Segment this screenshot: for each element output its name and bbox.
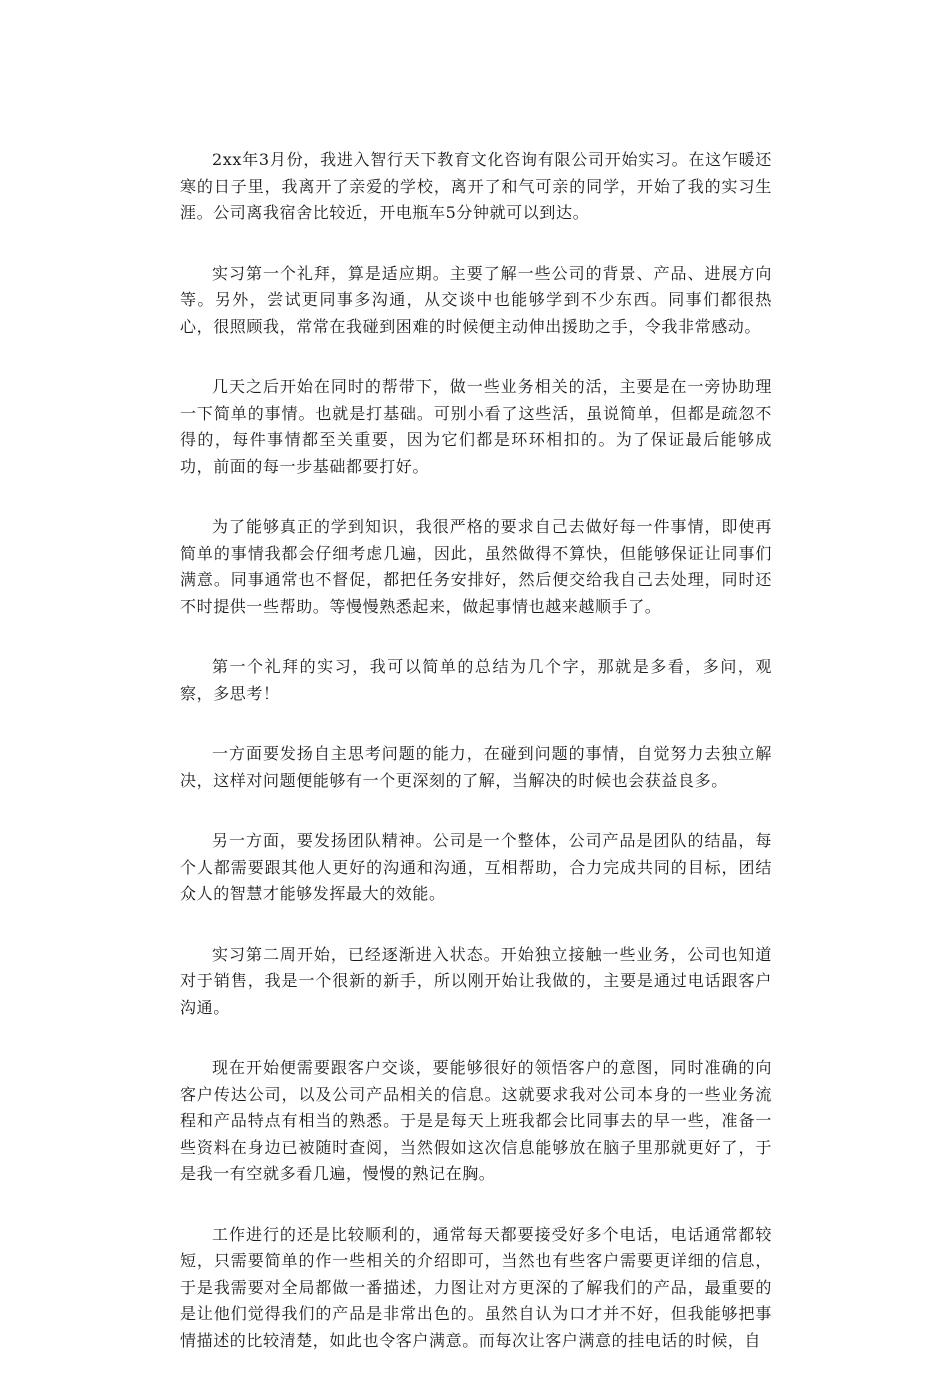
- paragraph-8: 实习第二周开始，已经逐渐进入状态。开始独立接触一些业务，公司也知道对于销售，我是一个很新的新手，所以刚开始让我做的，主要是通过电话跟客户沟通。: [180, 944, 772, 1017]
- paragraph-4: 为了能够真正的学到知识，我很严格的要求自己去做好每一件事情，即使再简单的事情我都会仔细考虑几遍，因此，虽然做得不算快，但能够保证让同事们满意。同事通常也不督促，都把任务安排好，然后便交给我自己去处理，同时还不时提供一些帮助。等慢慢熟悉起来，做起事情也越来越顺手了。: [180, 517, 772, 616]
- paragraph-7: 另一方面，要发扬团队精神。公司是一个整体，公司产品是团队的结晶，每个人都需要跟其他人更好的沟通和沟通，互相帮助，合力完成共同的目标，团结众人的智慧才能够发挥最大的效能。: [180, 831, 772, 903]
- paragraph-3: 几天之后开始在同时的帮带下，做一些业务相关的活，主要是在一旁协助理一下简单的事情。也就是打基础。可别小看了这些活，虽说简单，但都是疏忽不得的，每件事情都至关重要，因为它们都是环环相扣的。为了保证最后能够成功，前面的每一步基础都要打好。: [180, 377, 772, 476]
- paragraph-1: 2xx年3月份，我进入智行天下教育文化咨询有限公司开始实习。在这乍暖还寒的日子里，我离开了亲爱的学校，离开了和气可亲的同学，开始了我的实习生涯。公司离我宿舍比较近，开电瓶车5分钟就可以到达。: [180, 150, 772, 222]
- paragraph-9: 现在开始便需要跟客户交谈，要能够很好的领悟客户的意图，同时准确的向客户传达公司，以及公司产品相关的信息。这就要求我对公司本身的一些业务流程和产品特点有相当的熟悉。于是是每天上班我都会比同事去的早一些，准备一些资料在身边已被随时查阅，当然假如这次信息能够放在脑子里那就更好了，于是我一有空就多看几遍，慢慢的熟记在胸。: [180, 1058, 772, 1183]
- paragraph-6: 一方面要发扬自主思考问题的能力，在碰到问题的事情，自觉努力去独立解决，这样对问题便能够有一个更深刻的了解，当解决的时候也会获益良多。: [180, 744, 772, 790]
- document-body: [180, 147, 772, 1388]
- paragraph-2: 实习第一个礼拜，算是适应期。主要了解一些公司的背景、产品、进展方向等。另外，尝试更同事多沟通，从交谈中也能够学到不少东西。同事们都很热心，很照顾我，常常在我碰到困难的时候便主动伸出援助之手，令我非常感动。: [180, 263, 772, 336]
- paragraph-5: 第一个礼拜的实习，我可以简单的总结为几个字，那就是多看，多问，观察，多思考！: [180, 657, 772, 703]
- paragraph-10: 工作进行的还是比较顺利的，通常每天都要接受好多个电话，电话通常都较短，只需要简单的作一些相关的介绍即可，当然也有些客户需要更详细的信息，于是我需要对全局都做一番描述，力图让对方更深的了解我们的产品，最重要的是让他们觉得我们的产品是非常出色的。虽然自认为口才并不好，但我能够把事情描述的比较清楚，如此也令客户满意。而每次让客户满意的挂电话的时候，自: [180, 1224, 772, 1350]
